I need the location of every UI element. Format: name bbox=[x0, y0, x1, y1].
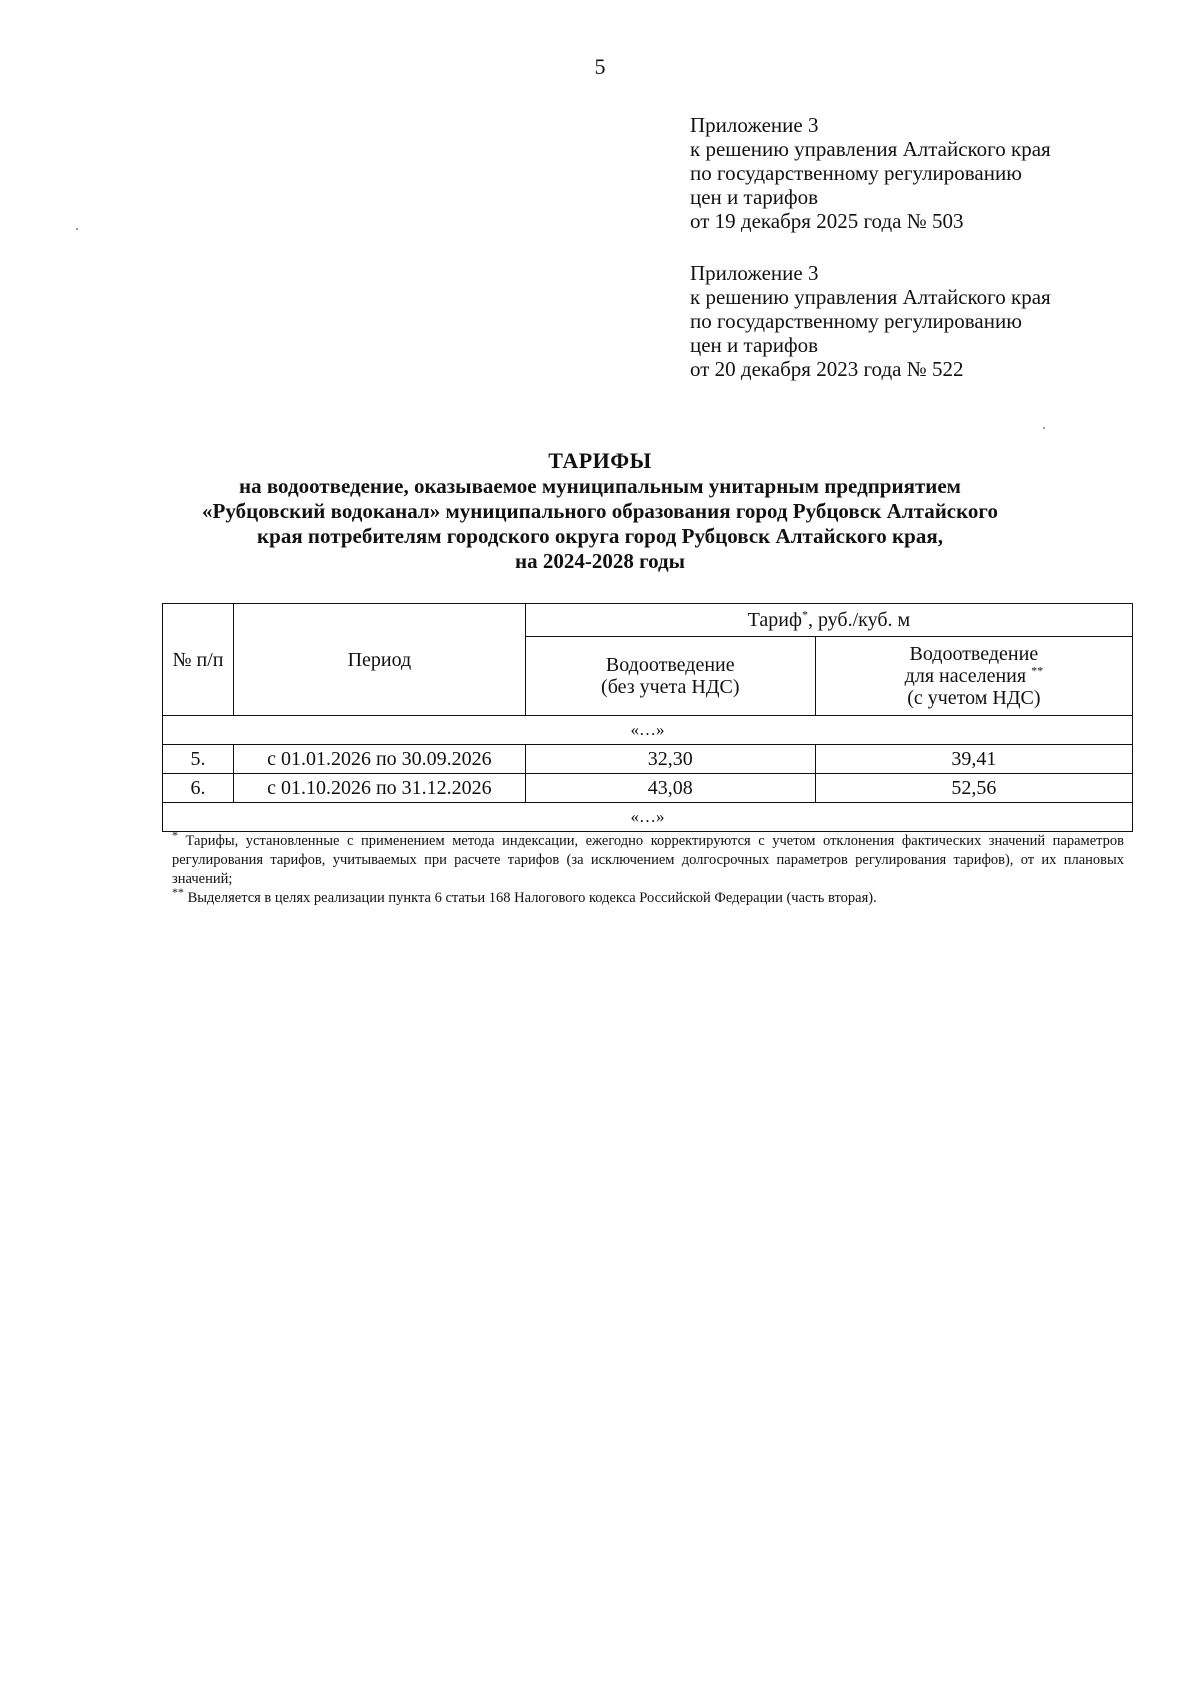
footnote-mark: * bbox=[172, 828, 178, 843]
appendix-line: к решению управления Алтайского края bbox=[690, 137, 1051, 161]
title-main: ТАРИФЫ bbox=[548, 448, 652, 473]
appendix-line: от 20 декабря 2023 года № 522 bbox=[690, 357, 964, 381]
header-line: (без учета НДС) bbox=[601, 676, 740, 698]
cell-without-vat: 43,08 bbox=[525, 774, 815, 803]
ellipsis-cell: «…» bbox=[163, 716, 1133, 745]
appendix-line: по государственному регулированию bbox=[690, 309, 1022, 333]
header-line-text: для населения bbox=[904, 665, 1027, 687]
footnote-text: Выделяется в целях реализации пункта 6 статьи 168 Налогового кодекса Российской Федерации (часть вторая). bbox=[187, 890, 877, 906]
header-tariff-label: Тариф bbox=[747, 609, 802, 631]
appendix-line: к решению управления Алтайского края bbox=[690, 285, 1051, 309]
header-num: № п/п bbox=[163, 604, 234, 716]
cell-period: с 01.01.2026 по 30.09.2026 bbox=[233, 745, 525, 774]
cell-with-vat: 52,56 bbox=[815, 774, 1132, 803]
title-line: «Рубцовский водоканал» муниципального образования город Рубцовск Алтайского bbox=[202, 499, 998, 523]
ellipsis-cell: «…» bbox=[163, 803, 1133, 832]
footnotes bbox=[172, 828, 1125, 908]
scan-speck bbox=[76, 228, 78, 230]
appendix-line: Приложение 3 bbox=[690, 113, 819, 137]
header-line: Водоотведение bbox=[909, 643, 1039, 665]
footnote-mark: * bbox=[801, 607, 808, 622]
title-line: на водоотведение, оказываемое муниципальным унитарным предприятием bbox=[239, 474, 961, 498]
table-row bbox=[163, 774, 1133, 803]
document-title bbox=[100, 448, 1100, 574]
appendix-line: от 19 декабря 2025 года № 503 bbox=[690, 209, 964, 233]
cell-num: 6. bbox=[163, 774, 234, 803]
appendix-line: Приложение 3 bbox=[690, 261, 819, 285]
footnote-2 bbox=[172, 885, 1124, 908]
header-tariff-group bbox=[525, 604, 1132, 637]
header-with-vat bbox=[815, 637, 1132, 716]
footnote-mark: ** bbox=[172, 885, 184, 900]
tariff-table bbox=[162, 603, 1133, 832]
appendix-previous bbox=[690, 261, 1170, 381]
appendix-current bbox=[690, 113, 1170, 233]
header-without-vat bbox=[525, 637, 815, 716]
header-line: Водоотведение bbox=[605, 654, 735, 676]
page-number: 5 bbox=[594, 54, 606, 79]
scan-speck bbox=[1043, 427, 1045, 429]
title-line: края потребителям городского округа город Рубцовск Алтайского края, bbox=[257, 524, 943, 548]
cell-period: с 01.10.2026 по 31.12.2026 bbox=[233, 774, 525, 803]
title-line: на 2024-2028 годы bbox=[514, 549, 686, 573]
table-row bbox=[163, 745, 1133, 774]
appendix-line: по государственному регулированию bbox=[690, 161, 1022, 185]
cell-with-vat: 39,41 bbox=[815, 745, 1132, 774]
footnote-text: Тарифы, установленные с применением метода индексации, ежегодно корректируются с учетом отклонения фактических значений параметров регулирования тарифов, учитываемых при расчете тарифов (за исключением долгосрочных параметров регулирования тарифов), от их плановых значений; bbox=[172, 833, 1125, 887]
header-tariff-unit: , руб./куб. м bbox=[807, 609, 911, 631]
footnote-mark: ** bbox=[1031, 663, 1044, 678]
header-period: Период bbox=[233, 604, 525, 716]
cell-num: 5. bbox=[163, 745, 234, 774]
header-line: (с учетом НДС) bbox=[907, 687, 1041, 709]
appendix-line: цен и тарифов bbox=[690, 185, 819, 209]
table-row bbox=[163, 803, 1133, 832]
table-header-row bbox=[163, 604, 1133, 637]
footnote-1 bbox=[172, 828, 1125, 889]
appendix-line: цен и тарифов bbox=[690, 333, 819, 357]
table-row bbox=[163, 716, 1133, 745]
cell-without-vat: 32,30 bbox=[525, 745, 815, 774]
header-line bbox=[820, 665, 1128, 687]
